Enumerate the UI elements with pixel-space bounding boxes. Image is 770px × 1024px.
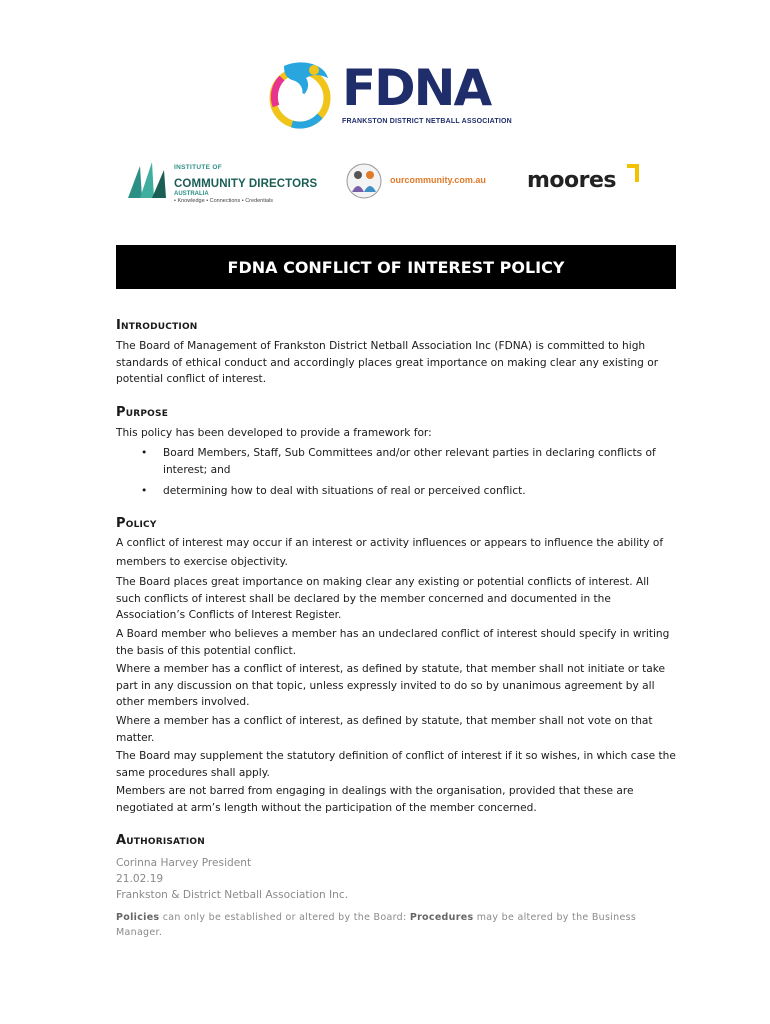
purpose-intro: This policy has been developed to provide a framework for: xyxy=(116,426,432,439)
policy-paragraph: Where a member has a conflict of interest, as defined by statute, that member shall not vote on that matter. xyxy=(116,714,653,744)
purpose-bullet-1: Board Members, Staff, Sub Committees and/or other relevant parties in declaring conflicts of interest; and xyxy=(163,447,656,476)
fdna-tagline: FRANKSTON DISTRICT NETBALL ASSOCIATION xyxy=(342,118,512,125)
note-text-2: may be altered by the Business Manager. xyxy=(116,912,637,938)
list-item xyxy=(116,483,676,500)
policy-paragraph: A Board member who believes a member has an undeclared conflict of interest should specify in writing the basis of this potential conflict. xyxy=(116,627,670,657)
ourcommunity-text: ourcommunity.com.au xyxy=(390,175,486,185)
purpose-heading: Purpose xyxy=(116,404,169,420)
policy-title-banner: FDNA CONFLICT OF INTEREST POLICY xyxy=(116,245,676,289)
icd-logo xyxy=(126,158,326,202)
bullet-icon: • xyxy=(141,484,148,497)
bullet-icon: • xyxy=(141,447,148,460)
policy-heading: Policy xyxy=(116,516,157,532)
policy-paragraph: Where a member has a conflict of interest, as defined by statute, that member shall not initiate or take part in any discussion on that topic, unless expressly invited to do so by unanimous agreement by all other members involved. xyxy=(116,663,666,709)
fdna-logo xyxy=(262,58,512,132)
purpose-bullet-2: determining how to deal with situations of real or perceived conflict. xyxy=(163,484,526,497)
policy-paragraph: The Board may supplement the statutory definition of conflict of interest if it so wishes, in which case the same procedures shall apply. xyxy=(116,750,676,779)
icd-line4: • Knowledge • Connections • Credentials xyxy=(174,198,274,204)
fdna-dolphin-icon xyxy=(262,58,342,132)
policy-paragraph: A conflict of interest may occur if an interest or activity influences or appears to influence the ability of members to exercise objectivity. xyxy=(116,537,664,569)
icd-line1: INSTITUTE OF xyxy=(174,164,223,171)
note-policies-label: Policies xyxy=(116,912,160,924)
policy-paragraph: The Board places great importance on making clear any existing or potential conflicts of interest. All such conflicts of interest shall be declared by the member concerned and documented in the Association’s Conflicts of Interest Register. xyxy=(116,576,650,622)
introduction-heading: Introduction xyxy=(116,318,198,333)
icd-line2: COMMUNITY DIRECTORS xyxy=(174,178,318,190)
ourcommunity-people-icon xyxy=(345,162,383,200)
moores-logo xyxy=(527,162,642,202)
signatory-name: Corinna Harvey President xyxy=(116,857,252,870)
policy-content xyxy=(116,316,676,940)
authorisation-note xyxy=(116,911,676,940)
fdna-wordmark: FDNA xyxy=(342,59,491,117)
moores-wordmark: moores xyxy=(527,168,617,193)
signatory-organisation: Frankston & District Netball Association Inc. xyxy=(116,889,349,902)
authorisation-heading: Authorisation xyxy=(116,833,205,849)
purpose-list xyxy=(116,445,676,499)
moores-bracket-icon xyxy=(625,162,639,184)
icd-line3: AUSTRALIA xyxy=(174,191,209,197)
introduction-text: The Board of Management of Frankston District Netball Association Inc (FDNA) is committed to high standards of ethical conduct and accordingly places great importance on making clear any existing or potential conflict of interest. xyxy=(116,340,659,386)
note-procedures-label: Procedures xyxy=(409,912,474,924)
signatory-date: 21.02.19 xyxy=(116,873,164,886)
ourcommunity-logo xyxy=(345,162,505,202)
icd-sails-icon xyxy=(126,158,172,200)
policy-paragraph: Members are not barred from engaging in dealings with the organisation, provided that these are negotiated at arm’s length without the participation of the member concerned. xyxy=(116,785,634,814)
note-text-1: can only be established or altered by the Board: xyxy=(159,912,410,924)
list-item xyxy=(116,445,676,478)
